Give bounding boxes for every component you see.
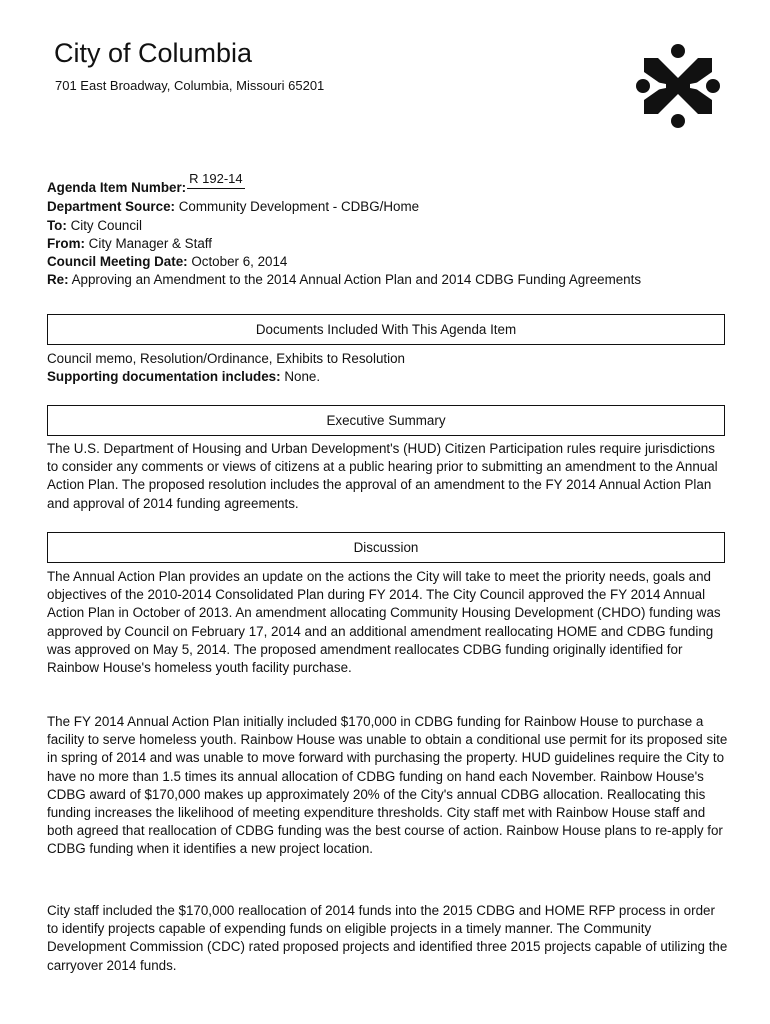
documents-heading: Documents Included With This Agenda Item <box>47 314 725 345</box>
to-label: To: <box>47 217 67 233</box>
from-line <box>47 235 737 253</box>
paragraph-text: The Annual Action Plan provides an update on the actions the City will take to meet the priority needs, goals and objectives of the 2010-2014 Consolidated Plan during FY 2014. The City Council approved the FY 2014 Annual Action Plan in October of 2013. An amendment allocating Community Housing Development (CHDO) funding was approved by Council on February 17, 2014 and an additional amendment reallocating HOME and CDBG funding was approved on May 5, 2014. The proposed amendment reallocates CDBG funding originally identified for Rainbow House's homeless youth facility purchase. <box>47 569 721 676</box>
city-of-columbia-logo-icon <box>636 44 720 128</box>
executive-summary-text <box>47 440 729 513</box>
re-value: Approving an Amendment to the 2014 Annual Action Plan and 2014 CDBG Funding Agreements <box>71 272 642 288</box>
paragraph-text: City staff included the $170,000 reallocation of 2014 funds into the 2015 CDBG and HOME RFP process in order to identify projects capable of expending funds on eligible projects in a timely manner. The Community Development Commission (CDC) rated proposed projects and identified three 2015 projects capable of utilizing the carryover 2014 funds. <box>47 903 728 973</box>
department-value: Community Development - CDBG/Home <box>178 199 420 215</box>
date-label: Council Meeting Date: <box>47 254 188 270</box>
to-line <box>47 217 737 235</box>
executive-summary-paragraph: The U.S. Department of Housing and Urban Development's (HUD) Citizen Participation rules require jurisdictions to consider any comments or views of citizens at a public hearing prior to submitting an amendment to the Annual Action Plan. The proposed resolution includes the approval of an amendment to the FY 2014 Annual Action Plan and approval of 2014 funding agreements. <box>47 441 718 511</box>
meeting-date <box>47 253 737 271</box>
from-value: City Manager & Staff <box>88 235 212 251</box>
discussion-paragraph-2 <box>47 713 729 859</box>
agenda-meta <box>47 171 737 290</box>
executive-summary-heading: Executive Summary <box>47 405 725 436</box>
supporting-documentation <box>47 368 729 386</box>
city-address: 701 East Broadway, Columbia, Missouri 65201 <box>55 78 325 93</box>
paragraph-text: The FY 2014 Annual Action Plan initially included $170,000 in CDBG funding for Rainbow House to purchase a facility to serve homeless youth. Rainbow House was unable to obtain a conditional use permit for its proposed site in spring of 2014 and was unable to move forward with purchasing the property. HUD guidelines require the City to have no more than 1.5 times its annual allocation of CDBG funding on hand each November. Rainbow House's CDBG award of $170,000 makes up approximately 20% of the City's annual CDBG allocation. Reallocating this funding increases the likelihood of meeting expenditure thresholds. City staff met with Rainbow House staff and both agreed that reallocation of CDBG funding was the best course of action. Rainbow House plans to re-apply for CDBG funding when it identifies a new project location. <box>47 714 728 857</box>
agenda-value: R 192-14 <box>187 170 244 189</box>
re-label: Re: <box>47 272 69 288</box>
supporting-label: Supporting documentation includes: <box>47 369 281 385</box>
agenda-item-number <box>47 171 737 198</box>
date-value: October 6, 2014 <box>191 254 288 270</box>
discussion-paragraph-3 <box>47 902 729 975</box>
department-source <box>47 198 737 216</box>
from-label: From: <box>47 235 85 251</box>
documents-content <box>47 350 729 386</box>
discussion-paragraph-1 <box>47 568 729 677</box>
to-value: City Council <box>70 217 143 233</box>
supporting-value: None. <box>284 369 321 385</box>
documents-list: Council memo, Resolution/Ordinance, Exhibits to Resolution <box>47 351 406 366</box>
department-label: Department Source: <box>47 199 175 215</box>
city-name: City of Columbia <box>54 38 253 68</box>
agenda-label: Agenda Item Number: <box>47 180 187 195</box>
re-line <box>47 271 737 289</box>
discussion-heading: Discussion <box>47 532 725 563</box>
